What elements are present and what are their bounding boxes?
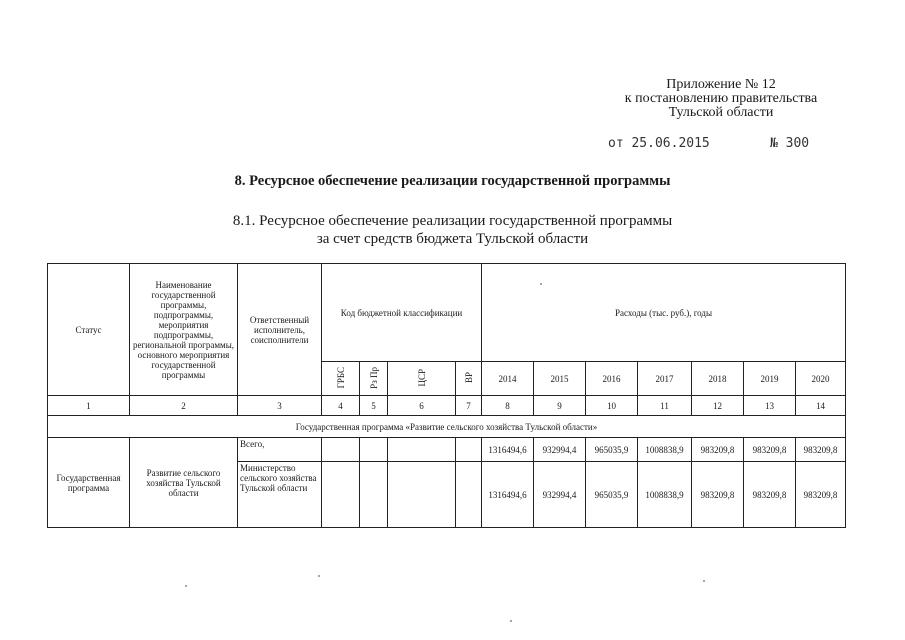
header-year: 2017 [638,362,692,396]
subsection-line-1: 8.1. Ресурсное обеспечение реализации государственной программы [232,213,673,229]
header-rz-pr: Рз Пр [360,362,388,396]
amount-cell: 983209,8 [796,438,846,462]
scan-speck [318,575,320,577]
program-header-row [48,416,846,438]
amount-cell: 932994,4 [534,462,586,528]
code-cell [360,438,388,462]
amount-cell: 983209,8 [692,462,744,528]
header-year: 2019 [744,362,796,396]
code-cell [456,462,482,528]
header-vr: ВР [456,362,482,396]
appendix-title: Приложение № 12 [666,77,776,92]
amount-cell: 983209,8 [744,438,796,462]
code-cell [388,462,456,528]
appendix-region: Тульской области [668,105,774,120]
header-csr: ЦСР [388,362,456,396]
table-header-row [48,264,846,362]
status-cell: Государственная программа [48,438,130,528]
scan-speck [703,580,705,582]
header-year: 2014 [482,362,534,396]
code-cell [322,462,360,528]
amount-cell: 965035,9 [586,462,638,528]
decree-date-line [608,136,810,151]
scan-speck [185,585,187,587]
amount-cell: 932994,4 [534,438,586,462]
column-number: 14 [796,396,846,416]
amount-cell: 983209,8 [692,438,744,462]
amount-cell: 1008838,9 [638,462,692,528]
resource-table [47,263,846,528]
column-number: 2 [130,396,238,416]
header-status: Статус [48,264,130,396]
code-cell [388,438,456,462]
section-title: 8. Ресурсное обеспечение реализации государственной программы [234,173,671,189]
amount-cell: 965035,9 [586,438,638,462]
column-number: 1 [48,396,130,416]
appendix-header [560,78,882,120]
subsection-title [0,212,905,248]
scan-speck [510,620,512,622]
header-year: 2018 [692,362,744,396]
appendix-decree: к постановлению правительства [624,91,818,106]
column-number: 7 [456,396,482,416]
code-cell [360,462,388,528]
header-budget-code: Код бюджетной классификации [322,264,482,362]
header-grbs: ГРБС [322,362,360,396]
column-number: 12 [692,396,744,416]
column-number-row [48,396,846,416]
responsible-cell: Министерство сельского хозяйства Тульской области [238,462,322,528]
amount-cell: 1316494,6 [482,462,534,528]
decree-number: № 300 [770,136,810,151]
column-number: 8 [482,396,534,416]
amount-cell: 1008838,9 [638,438,692,462]
header-name: Наименование государственной программы, подпрограммы, мероприятия подпрограммы, региональной программы, основного мероприятия государственной программы [130,264,238,396]
header-year: 2020 [796,362,846,396]
column-number: 6 [388,396,456,416]
header-expenses: Расходы (тыс. руб.), годы [482,264,846,362]
header-year: 2015 [534,362,586,396]
subsection-line-2: за счет средств бюджета Тульской области [316,231,589,247]
code-cell [456,438,482,462]
column-number: 13 [744,396,796,416]
header-responsible: Ответственный исполнитель, соисполнители [238,264,322,396]
amount-cell: 1316494,6 [482,438,534,462]
header-year: 2016 [586,362,638,396]
responsible-cell: Всего, [238,438,322,462]
program-name-cell: Развитие сельского хозяйства Тульской области [130,438,238,528]
scan-speck [540,283,542,285]
code-cell [322,438,360,462]
column-number: 3 [238,396,322,416]
column-number: 9 [534,396,586,416]
column-number: 11 [638,396,692,416]
amount-cell: 983209,8 [796,462,846,528]
column-number: 10 [586,396,638,416]
column-number: 4 [322,396,360,416]
amount-cell: 983209,8 [744,462,796,528]
program-header: Государственная программа «Развитие сельского хозяйства Тульской области» [48,416,846,438]
decree-date: от 25.06.2015 [608,136,710,151]
table-row [48,438,846,462]
column-number: 5 [360,396,388,416]
